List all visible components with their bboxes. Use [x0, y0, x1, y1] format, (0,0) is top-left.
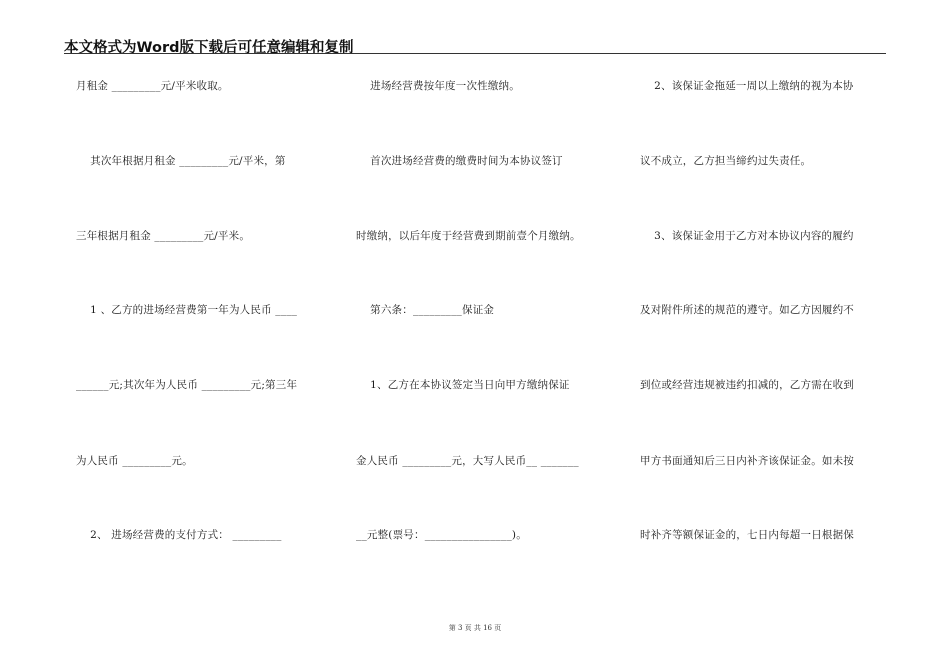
- text-column-3: [640, 0, 910, 672]
- text-line: 金人民币 _________元，大写人民币__ _______: [356, 455, 579, 467]
- text-line: 2、 进场经营费的支付方式： _________: [76, 529, 282, 541]
- text-column-2: [356, 0, 626, 672]
- text-line: 月租金 _________元/平米收取。: [76, 80, 229, 92]
- text-line: 三年根据月租金 _________元/平米。: [76, 230, 251, 242]
- text-line: 1、乙方在本协议签定当日向甲方缴纳保证: [356, 379, 570, 391]
- text-line: 到位或经营违规被违约扣减的，乙方需在收到: [640, 379, 854, 391]
- page-number: 第 3 页 共 16 页: [448, 624, 502, 632]
- text-line: __元整(票号：________________)。: [356, 529, 527, 541]
- text-line: ______元;其次年为人民币 _________元;第三年: [76, 379, 298, 391]
- text-column-1: [76, 0, 346, 672]
- text-line: 议不成立，乙方担当缔约过失责任。: [640, 155, 812, 167]
- text-line: 1 、乙方的进场经营费第一年为人民币 ____: [76, 304, 298, 316]
- text-line: 第六条：_________保证金: [356, 304, 495, 316]
- text-line: 时缴纳，以后年度于经营费到期前壹个月缴纳。: [356, 230, 581, 242]
- text-line: 进场经营费按年度一次性缴纳。: [356, 80, 520, 92]
- text-line: 首次进场经营费的缴费时间为本协议签订: [356, 155, 563, 167]
- text-line: 2、该保证金拖延一周以上缴纳的视为本协: [640, 80, 854, 92]
- text-line: 为人民币 _________元。: [76, 455, 193, 467]
- text-line: 其次年根据月租金 _________元/平米，第: [76, 155, 286, 167]
- text-line: 3、该保证金用于乙方对本协议内容的履约: [640, 230, 854, 242]
- text-line: 甲方书面通知后三日内补齐该保证金。如未按: [640, 455, 854, 467]
- document-header-title: 本文格式为Word版下载后可任意编辑和复制: [64, 40, 354, 56]
- text-line: 时补齐等额保证金的，七日内每超一日根据保: [640, 529, 854, 541]
- text-line: 及对附件所述的规范的遵守。如乙方因履约不: [640, 304, 854, 316]
